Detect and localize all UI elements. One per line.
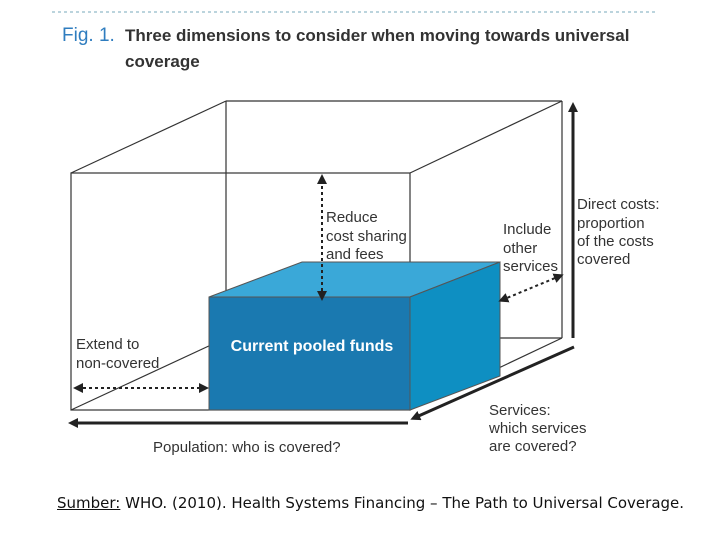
include-services-label <box>503 221 558 275</box>
direct-costs-line-3: of the costs <box>577 233 654 250</box>
figure-number: Fig. 1. <box>62 25 115 46</box>
services-axis-label <box>488 402 591 455</box>
services-line-3: are covered? <box>489 438 577 455</box>
source-label: Sumber: <box>57 494 121 512</box>
direct-costs-line-4: covered <box>577 251 631 268</box>
extend-coverage-label <box>76 336 159 372</box>
source-text: WHO. (2010). Health Systems Financing – The Path to Universal Coverage. <box>120 494 685 512</box>
direct-costs-line-2: proportion <box>577 215 645 232</box>
current-pooled-funds-label: Current pooled funds <box>230 338 394 355</box>
source-caption <box>57 494 684 512</box>
reduce-line-2: cost sharing <box>326 228 407 245</box>
include-line-1: Include <box>503 221 552 238</box>
population-axis-label: Population: who is covered? <box>153 439 341 456</box>
direct-costs-line-1: Direct costs: <box>577 196 660 213</box>
include-line-2: other <box>503 240 538 257</box>
extend-line-2: non-covered <box>76 355 160 372</box>
figure-title-line1: Three dimensions to consider when moving towards universal <box>125 26 630 45</box>
services-line-1: Services: <box>489 402 551 419</box>
extend-line-1: Extend to <box>76 336 140 353</box>
figure-title-line2: coverage <box>125 52 200 71</box>
services-line-2: which services <box>489 420 587 437</box>
reduce-cost-label <box>326 209 411 263</box>
reduce-line-1: Reduce <box>326 209 378 226</box>
include-line-3: services <box>503 258 559 275</box>
direct-costs-label <box>577 196 664 268</box>
include-services-arrow <box>502 276 560 300</box>
current-pooled-funds-box <box>209 262 500 410</box>
reduce-line-3: and fees <box>326 246 384 263</box>
